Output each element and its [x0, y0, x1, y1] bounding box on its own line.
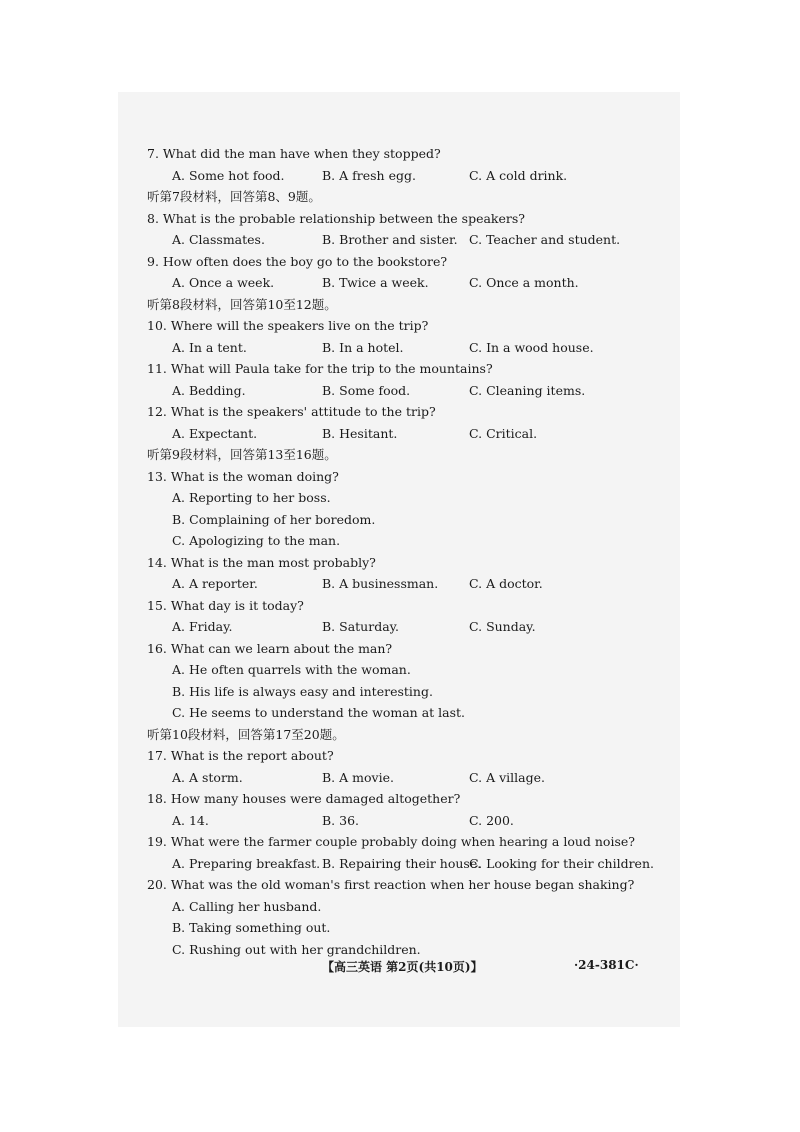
option-line: B. Complaining of her boredom. — [172, 511, 376, 527]
option-line: B. Taking something out. — [172, 920, 331, 935]
option-line: C. He seems to understand the woman at last. — [172, 705, 466, 720]
option-c: C. Teacher and student. — [469, 232, 621, 247]
question-text: 12. What is the speakers' attitude to the trip? — [147, 404, 436, 419]
question-text: 10. Where will the speakers live on the trip? — [147, 318, 429, 333]
option-c: C. A doctor. — [469, 576, 543, 591]
option-c: C. A village. — [469, 769, 545, 785]
option-c: C. A cold drink. — [469, 167, 568, 183]
option-b: B. Twice a week. — [322, 275, 429, 290]
question-list — [147, 143, 654, 960]
option-c: C. Sunday. — [469, 619, 536, 634]
option-b: B. Brother and sister. — [322, 232, 458, 247]
option-b: B. In a hotel. — [322, 339, 404, 355]
option-b: B. Repairing their house. — [322, 855, 482, 871]
option-a: A. Friday. — [172, 619, 233, 634]
option-a: A. 14. — [172, 812, 209, 828]
question-text: 18. How many houses were damaged altogether? — [147, 791, 461, 806]
option-b: B. A movie. — [322, 769, 394, 785]
question-text: 8. What is the probable relationship between the speakers? — [147, 210, 525, 226]
question-text: 7. What did the man have when they stopped? — [147, 146, 441, 161]
options-row — [147, 423, 647, 445]
question-text: 16. What can we learn about the man? — [147, 640, 393, 656]
option-a: A. In a tent. — [172, 339, 247, 355]
option-a: A. Preparing breakfast. — [172, 855, 321, 871]
options-row — [147, 810, 647, 832]
option-line: B. His life is always easy and interesting. — [172, 683, 433, 699]
question-text: 20. What was the old woman's first reaction when her house began shaking? — [147, 877, 635, 892]
option-c: C. 200. — [469, 812, 514, 828]
question-text: 13. What is the woman doing? — [147, 468, 339, 484]
section-instruction: 听第7段材料，回答第8、9题。 — [147, 189, 321, 204]
option-line: A. He often quarrels with the woman. — [172, 662, 411, 677]
option-c: C. Once a month. — [469, 275, 579, 290]
option-c: C. Cleaning items. — [469, 382, 586, 398]
option-a: A. Bedding. — [172, 382, 246, 398]
option-c: C. In a wood house. — [469, 339, 594, 355]
option-b: B. Some food. — [322, 382, 411, 398]
options-row — [147, 380, 647, 402]
paper-code: ·24-381C· — [574, 958, 639, 972]
option-b: B. 36. — [322, 812, 360, 828]
option-b: B. A fresh egg. — [322, 167, 416, 183]
option-a: A. Once a week. — [172, 275, 275, 290]
option-c: C. Critical. — [469, 425, 538, 441]
question-text: 11. What will Paula take for the trip to the mountains? — [147, 361, 493, 376]
section-instruction: 听第8段材料，回答第10至12题。 — [147, 296, 337, 312]
options-row — [147, 165, 647, 187]
option-a: A. A reporter. — [172, 576, 258, 591]
option-a: A. A storm. — [172, 769, 243, 785]
options-row — [147, 229, 647, 251]
question-text: 9. How often does the boy go to the bookstore? — [147, 253, 448, 269]
section-instruction: 听第10段材料，回答第17至20题。 — [147, 726, 345, 742]
option-line: C. Rushing out with her grandchildren. — [172, 941, 421, 957]
options-row — [147, 573, 647, 595]
options-row — [147, 616, 647, 638]
section-instruction: 听第9段材料，回答第13至16题。 — [147, 447, 337, 462]
question-text: 17. What is the report about? — [147, 748, 334, 763]
options-row — [147, 272, 647, 294]
option-c: C. Looking for their children. — [469, 855, 654, 871]
options-row — [147, 853, 654, 875]
question-text: 15. What day is it today? — [147, 597, 304, 613]
page-number-label: 【高三英语 第2页(共10页)】 — [322, 960, 483, 974]
option-a: A. Some hot food. — [172, 167, 285, 183]
options-row — [147, 337, 647, 359]
option-b: B. Hesitant. — [322, 425, 398, 441]
option-b: B. Saturday. — [322, 619, 400, 634]
options-row — [147, 767, 647, 789]
question-text: 19. What were the farmer couple probably doing when hearing a loud noise? — [147, 834, 635, 849]
option-b: B. A businessman. — [322, 576, 439, 591]
option-line: A. Reporting to her boss. — [172, 490, 331, 505]
question-text: 14. What is the man most probably? — [147, 554, 376, 570]
option-a: A. Classmates. — [172, 232, 265, 247]
option-a: A. Expectant. — [172, 425, 258, 441]
option-line: C. Apologizing to the man. — [172, 533, 341, 548]
option-line: A. Calling her husband. — [172, 898, 322, 914]
